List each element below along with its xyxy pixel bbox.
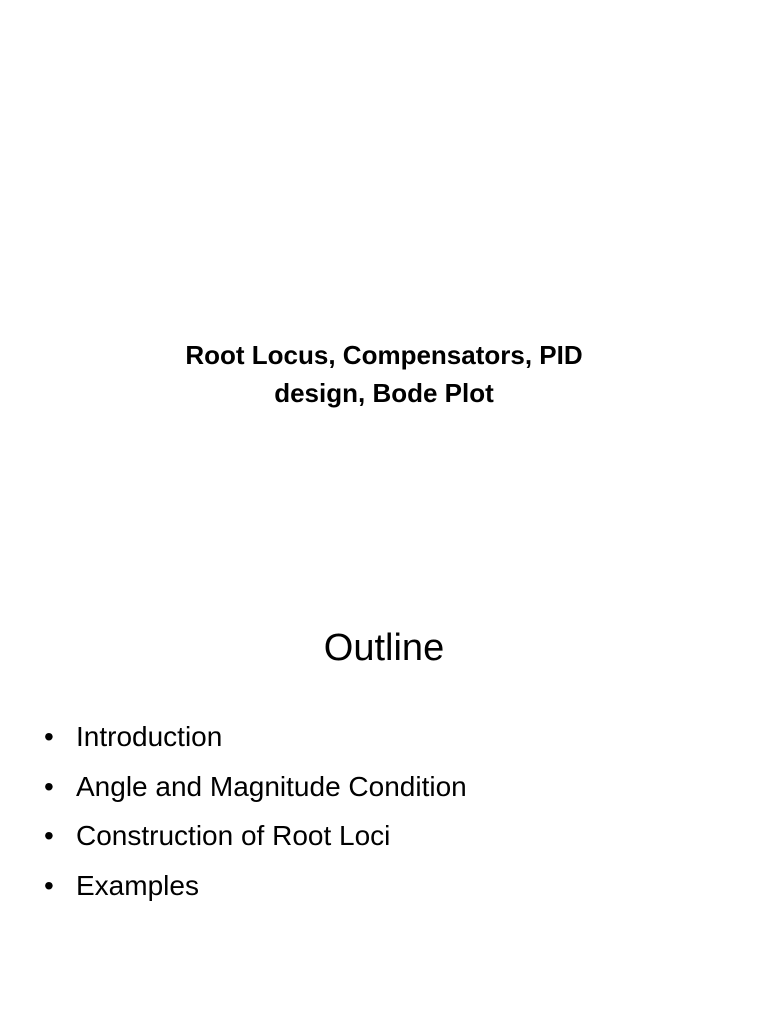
bullet-icon: •	[44, 721, 54, 752]
outline-heading: Outline	[323, 627, 445, 669]
bullet-icon: •	[44, 770, 54, 802]
bullet-text: Construction of Root Loci	[76, 820, 391, 851]
bullet-text: Angle and Magnitude Condition	[76, 770, 467, 802]
bullet-text: Examples	[76, 869, 199, 901]
outline-bullet-list	[40, 712, 467, 910]
slide-title-line-2: design, Bode Plot	[274, 378, 494, 408]
slide-title	[84, 336, 684, 412]
bullet-icon: •	[44, 820, 54, 851]
bullet-item-introduction	[40, 712, 467, 762]
bullet-text: Introduction	[76, 721, 223, 752]
slide-title-line-1: Root Locus, Compensators, PID	[185, 340, 583, 370]
bullet-icon: •	[44, 869, 54, 901]
outline-slide	[0, 576, 768, 1024]
bullet-item-examples	[40, 861, 467, 911]
bullet-item-construction	[40, 811, 467, 861]
bullet-item-angle-magnitude	[40, 762, 467, 812]
